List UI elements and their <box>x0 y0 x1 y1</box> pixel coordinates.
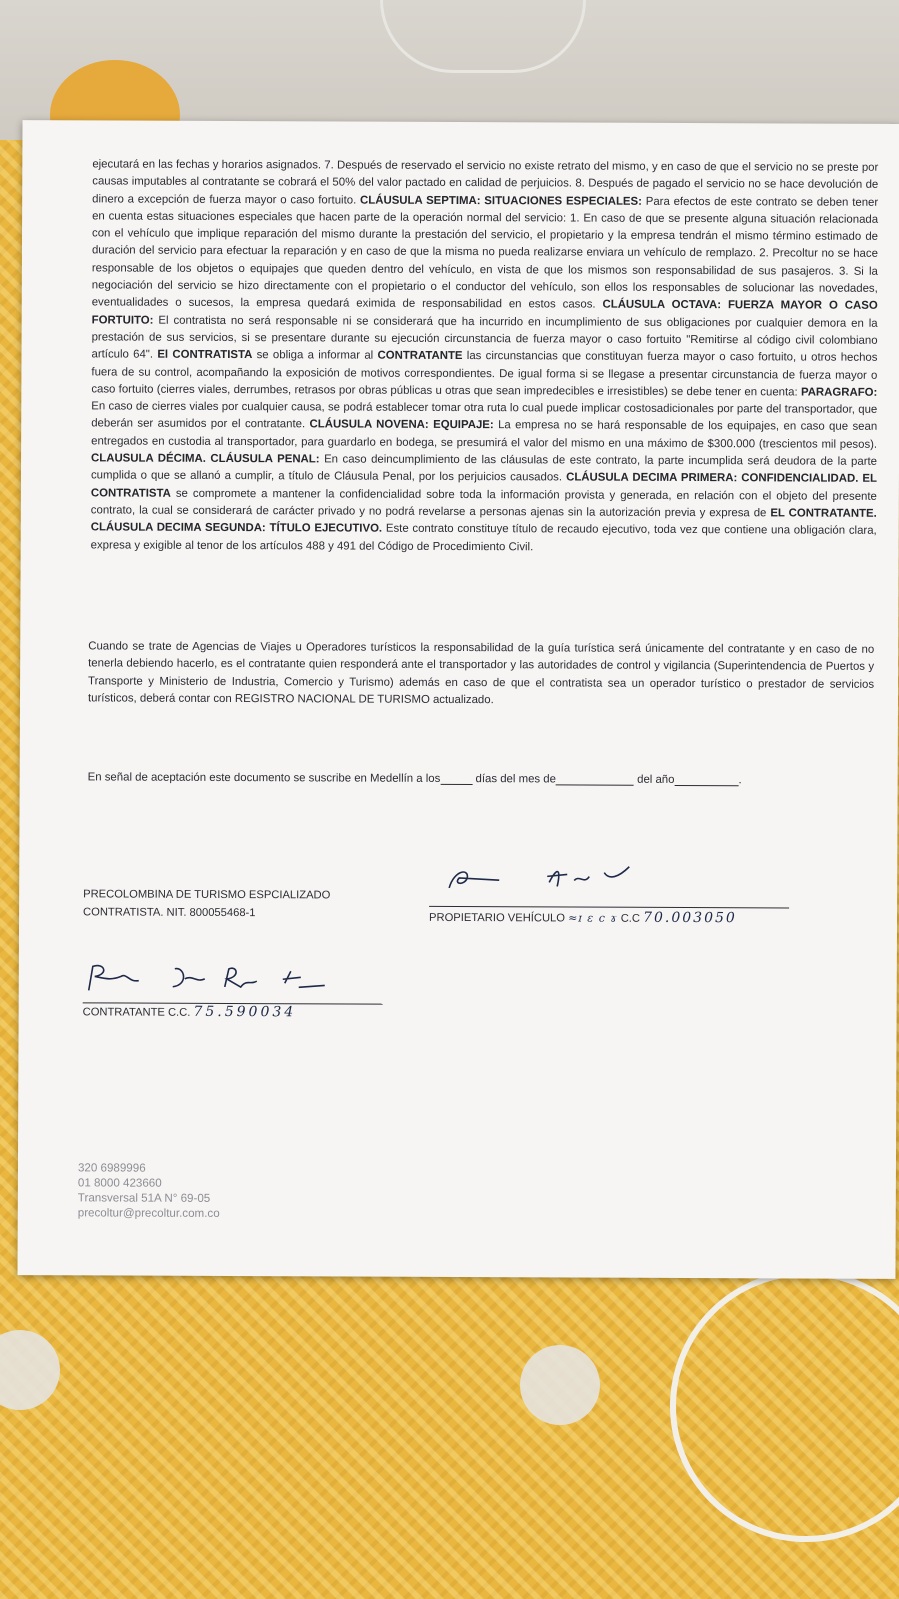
clause-text: Este contrato constituye título de recaudo ejecutivo, toda vez que contiene una obligación clara, expresa y exigible al tenor de los artículos 488 y 491 del Código de Procedimiento Civil. <box>90 522 877 553</box>
fabric-pattern <box>380 0 586 73</box>
contratante-signature <box>85 960 385 1001</box>
clause-heading: CLÁUSULA DECIMA PRIMERA: CONFIDENCIALIDAD. EL CONTRATISTA <box>90 471 878 500</box>
company-contact-footer <box>78 1160 220 1221</box>
acceptance-text: En señal de aceptación este documento se suscribe en Medellín a los <box>87 771 441 785</box>
year-blank <box>674 773 738 786</box>
owner-signature <box>439 860 669 901</box>
clause-text: las circunstancias que constituyan fuerza mayor o caso fortuito, u otros hechos fuera de su control, acompañando la exposición de motivos correspondientes. De igual forma si se llegase a presentar circunstancia de fuerza mayor o caso fortuito (cierres viales, derrumbes, retrasos por obras públicas u otras que sean impredecibles e irresistibles) se debe tener en cuenta: <box>91 350 878 399</box>
clause-heading: El CONTRATISTA <box>157 348 253 362</box>
clause-text: Para efectos de este contrato se deben tener en cuenta estas situaciones especiales que hacen parte de la operación normal del servicio: 1. En caso de que se presente alguna situación relacionada con el vehículo que implique reparación del mismo durante la prestación del servicio, el propietario y la empresa tendrán el mismo término estimado de duración del servicio para efectuar la reparación y en caso de que la misma no pueda realizarse enviara un vehículo de remplazo. 2. Precoltur no se hace responsable de los objetos o equipajes que queden dentro del vehículo, en vista de que los mismos son responsabilidad de sus pasajeros. 3. Si la negociación del servicio se hizo directamente con el propietario o el conductor del vehículo, son ellos los responsables de solucionar las novedades, eventualidades o sucesos, la empresa quedará eximida de responsabilidad en estos casos. <box>91 195 879 311</box>
day-blank <box>440 772 472 785</box>
clause-heading: CONTRATANTE <box>377 349 463 363</box>
clause-heading: CLÁUSULA OCTAVA: FUERZA MAYOR O CASO FORTUITO: <box>91 298 878 327</box>
email: precoltur@precoltur.com.co <box>77 1206 220 1220</box>
contratante-label: CONTRATANTE C.C. <box>82 1006 191 1019</box>
owner-handwritten-name: ≈ɪ ɛ c ɤ <box>568 911 618 925</box>
owner-signature-block <box>429 906 789 927</box>
contract-clauses-paragraph <box>91 156 879 557</box>
clause-text: ejecutará en las fechas y horarios asignados. 7. Después de reservado el servicio no existe retrato del mismo, y en caso de que el servicio no se preste por causas imputables al contratante se cobrará el 50% del valor pactado en calidad de perjuicios. 8. Después de pagado el servicio no se hace devolución de dinero a excepción de fuerza mayor o caso fortuito. <box>92 158 879 207</box>
clause-heading: CLÁUSULA SEPTIMA: SITUACIONES ESPECIALES: <box>360 194 642 208</box>
address: Transversal 51A N° 69-05 <box>77 1191 211 1205</box>
contratante-signature-block <box>83 1002 383 1020</box>
acceptance-text: días del mes de <box>475 773 556 786</box>
contratante-cc-number: 75.590034 <box>193 1003 297 1021</box>
owner-cc-number: 70.003050 <box>643 909 737 927</box>
clause-text: En caso deincumplimiento de las cláusulas de este contrato, la parte incumplida será deudora de la parte cumplida o que se allanó a cumplir, a título de Cláusula Penal, por los perjuicios causados. <box>90 453 878 484</box>
clause-text: En caso de cierres viales por cualquier causa, se podrá establecer tomar otra ruta lo cual puede implicar costosadicionales por parte del transportador, que deberán ser asumidos por el contratante. <box>91 400 878 431</box>
clause-heading: EL CONTRATANTE. CLÁUSULA DECIMA SEGUNDA: TÍTULO EJECUTIVO. <box>90 507 877 535</box>
month-blank <box>556 772 634 785</box>
tourism-agencies-paragraph: Cuando se trate de Agencias de Viajes u Operadores turísticos la responsabilidad de la guía turística será únicamente del contratante y en caso de no tenerla debiendo hacerlo, es el contratante quien responderá ante el transportador y las autoridades de control y vigilancia (Superintendencia de Puertos y Transporte y Ministerio de Industria, Comercio y Turismo) además en caso de que el contratista sea un operador turístico o prestador de servicios turísticos, deberá contar con REGISTRO NACIONAL DE TURISMO actualizado. <box>87 640 875 707</box>
background-fabric-top <box>0 0 899 140</box>
clause-text: El contratista no será responsable ni se considerará que ha incurrido en incumplimiento de sus obligaciones por cualquier demora en la prestación de sus servicios, si se presentare durante su ejecución circunstancia de fuerza mayor o caso fortuito "Remitirse al código civil colombiano artículo 64". <box>91 314 878 361</box>
company-name: PRECOLOMBINA DE TURISMO ESPCIALIZADO <box>83 888 331 902</box>
clause-heading: PARAGRAFO: <box>800 386 878 399</box>
fabric-dot <box>520 1345 600 1425</box>
acceptance-text: del año <box>637 773 675 786</box>
company-nit: CONTRATISTA. NIT. 800055468-1 <box>83 906 256 920</box>
owner-label: PROPIETARIO VEHÍCULO <box>429 911 566 925</box>
phone-number: 320 6989996 <box>77 1161 146 1175</box>
phone-number: 01 8000 423660 <box>77 1176 162 1190</box>
clause-text: La empresa no se hará responsable de los equipajes, en caso que sean entregados en custodia al transportador, para guardarlo en bodega, se presumirá el valor del mismo en una máximo de $300.000 (trescientos mil pesos). <box>91 419 878 451</box>
clause-heading: CLAUSULA DÉCIMA. CLÁUSULA PENAL: <box>91 452 320 466</box>
clause-text: se compromete a mantener la confidencialidad sobre toda la información provista y generada, en relación con el objeto del presente contrato, la cual se considerará de carácter privado y no podrá revelarse a personas ajenas sin la autorización previa y expresa de <box>90 487 877 520</box>
fabric-ring <box>670 1270 899 1542</box>
owner-cc-label: C.C <box>620 912 641 925</box>
clause-heading: CLÁUSULA NOVENA: EQUIPAJE: <box>309 418 494 432</box>
acceptance-line <box>88 770 874 786</box>
contractor-signature-block <box>83 885 330 922</box>
contract-page <box>17 120 899 1279</box>
acceptance-text: . <box>738 774 742 787</box>
fabric-dot <box>0 1330 60 1410</box>
clause-text: se obliga a informar al <box>256 349 374 362</box>
